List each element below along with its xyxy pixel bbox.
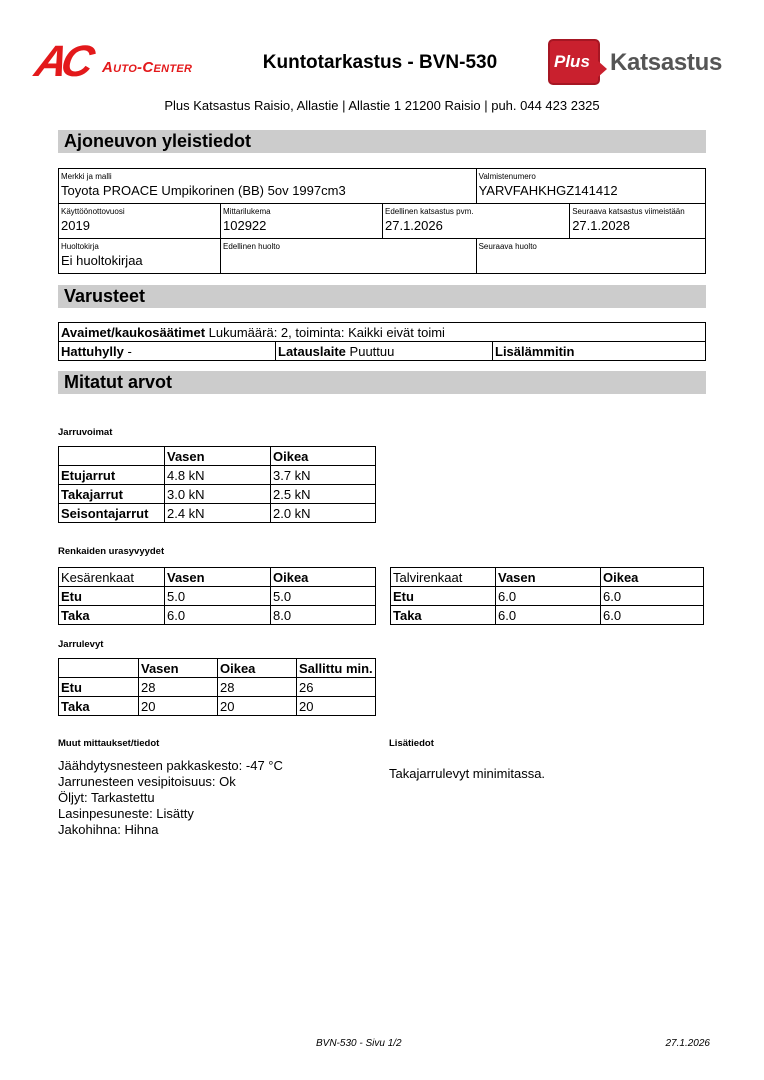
table-header-row: [391, 568, 704, 587]
field-label: Valmistenumero: [478, 172, 536, 181]
table-cell: 20: [218, 697, 297, 716]
heater-cell: [493, 342, 706, 361]
last-inspection-value: 27.1.2026: [385, 218, 443, 233]
table-cell: 26: [297, 678, 376, 697]
equipment-row: [59, 323, 706, 342]
brake-discs-table: [58, 658, 376, 716]
table-cell: 20: [139, 697, 218, 716]
field-label: Seuraava huolto: [478, 242, 537, 251]
winter-tyres-table: [390, 567, 704, 625]
list-item: Jäähdytysnesteen pakkaskesto: -47 °C: [58, 758, 283, 773]
next-inspection-cell: [570, 204, 706, 239]
charger-label: Latauslaite: [278, 343, 346, 359]
field-label: Mittarilukema: [223, 207, 271, 216]
additional-info-title: Lisätiedot: [389, 738, 434, 749]
table-header-cell: [59, 447, 165, 466]
make-model-value: Toyota PROACE Umpikorinen (BB) 5ov 1997cm3: [61, 183, 346, 198]
row-label: Seisontajarrut: [59, 504, 165, 523]
row-label: Etu: [59, 678, 139, 697]
table-header-row: [59, 447, 376, 466]
vehicle-info-row: [59, 169, 706, 204]
section-title: Mitatut arvot: [64, 372, 172, 392]
additional-info-text: Takajarrulevyt minimitassa.: [389, 766, 546, 781]
section-title: Varusteet: [64, 286, 146, 306]
table-cell: 6.0: [165, 606, 271, 625]
table-cell: 4.8 kN: [165, 466, 271, 485]
station-address: Plus Katsastus Raisio, Allastie | Allastie 1 21200 Raisio | puh. 044 423 2325: [164, 98, 600, 113]
service-book-value: Ei huoltokirjaa: [61, 253, 143, 268]
auto-center-logo: [30, 37, 226, 86]
table-cell: 6.0: [601, 587, 704, 606]
table-cell: 28: [139, 678, 218, 697]
table-cell: 2.5 kN: [271, 485, 376, 504]
charger-cell: [276, 342, 493, 361]
last-inspection-cell: [383, 204, 570, 239]
vehicle-info-row: [59, 204, 706, 239]
table-header-row: [59, 568, 376, 587]
field-label: Seuraava katsastus viimeistään: [572, 207, 685, 216]
vin-cell: [476, 169, 705, 204]
field-label: Merkki ja malli: [61, 172, 112, 181]
table-header-cell: Oikea: [218, 659, 297, 678]
katsastus-logo-text: Katsastus: [610, 49, 723, 76]
odometer-cell: [221, 204, 383, 239]
table-cell: 28: [218, 678, 297, 697]
table-header-cell: [59, 659, 139, 678]
field-label: Edellinen huolto: [223, 242, 280, 251]
table-header-cell: Vasen: [165, 568, 271, 587]
table-row: [59, 485, 376, 504]
table-row: [59, 587, 376, 606]
make-model-cell: [59, 169, 477, 204]
plus-badge-text: Plus: [554, 52, 590, 71]
vehicle-info-row: [59, 239, 706, 274]
table-header-cell: Kesärenkaat: [59, 568, 165, 587]
next-service-cell: [476, 239, 705, 274]
vin-value: YARVFAHKHGZ141412: [478, 183, 618, 198]
table-cell: 6.0: [601, 606, 704, 625]
section-header-measured: [58, 371, 706, 394]
table-row: [391, 606, 704, 625]
table-cell: 6.0: [496, 587, 601, 606]
other-measurements-title: Muut mittaukset/tiedot: [58, 738, 160, 749]
table-row: [59, 678, 376, 697]
table-cell: 6.0: [496, 606, 601, 625]
heater-label: Lisälämmitin: [495, 343, 575, 359]
first-use-cell: [59, 204, 221, 239]
table-header-cell: Oikea: [271, 568, 376, 587]
row-label: Taka: [59, 606, 165, 625]
row-label: Taka: [391, 606, 496, 625]
table-cell: 2.0 kN: [271, 504, 376, 523]
table-cell: 5.0: [165, 587, 271, 606]
keys-label: Avaimet/kaukosäätimet: [61, 324, 206, 340]
row-label: Taka: [59, 697, 139, 716]
next-inspection-value: 27.1.2028: [572, 218, 631, 233]
table-header-cell: Oikea: [271, 447, 376, 466]
parcel-shelf-cell: [59, 342, 276, 361]
table-cell: 3.7 kN: [271, 466, 376, 485]
table-cell: 5.0: [271, 587, 376, 606]
equipment-row: [59, 342, 706, 361]
footer-date: 27.1.2026: [665, 1038, 710, 1049]
section-header-vehicle: [58, 130, 706, 153]
row-label: Etujarrut: [59, 466, 165, 485]
summer-tyres-table: [58, 567, 376, 625]
document-title: Kuntotarkastus - BVN-530: [262, 52, 498, 73]
table-cell: 3.0 kN: [165, 485, 271, 504]
equipment-table: [58, 322, 706, 361]
brake-discs-title: Jarrulevyt: [58, 639, 104, 650]
list-item: Jarrunesteen vesipitoisuus: Ok: [58, 774, 236, 789]
table-header-cell: Talvirenkaat: [391, 568, 496, 587]
table-header-cell: Oikea: [601, 568, 704, 587]
table-header-cell: Vasen: [496, 568, 601, 587]
parcel-shelf-label: Hattuhylly: [61, 343, 124, 359]
table-header-cell: Vasen: [139, 659, 218, 678]
last-service-cell: [221, 239, 477, 274]
first-use-value: 2019: [61, 218, 90, 233]
list-item: Öljyt: Tarkastettu: [58, 790, 155, 805]
table-cell: 8.0: [271, 606, 376, 625]
row-label: Etu: [391, 587, 496, 606]
table-header-cell: Sallittu min.: [297, 659, 376, 678]
table-cell: 20: [297, 697, 376, 716]
table-row: [59, 697, 376, 716]
charger-value: Puuttuu: [349, 343, 395, 359]
table-row: [59, 606, 376, 625]
list-item: Jakohihna: Hihna: [58, 822, 159, 837]
footer-page-info: BVN-530 - Sivu 1/2: [316, 1038, 402, 1049]
other-measurements-list: [58, 758, 283, 838]
service-book-cell: [59, 239, 221, 274]
auto-center-logo-text: Auto-Center: [102, 59, 193, 76]
parcel-shelf-value: -: [127, 343, 132, 359]
table-header-cell: Vasen: [165, 447, 271, 466]
row-label: Etu: [59, 587, 165, 606]
field-label: Huoltokirja: [61, 242, 99, 251]
field-label: Käyttöönottovuosi: [61, 207, 125, 216]
list-item: Lasinpesuneste: Lisätty: [58, 806, 194, 821]
section-title: Ajoneuvon yleistiedot: [64, 131, 252, 151]
vehicle-info-table: [58, 168, 706, 274]
plus-badge: [548, 39, 600, 85]
table-cell: 2.4 kN: [165, 504, 271, 523]
table-header-row: [59, 659, 376, 678]
keys-cell: [59, 323, 706, 342]
field-label: Edellinen katsastus pvm.: [385, 207, 474, 216]
table-row: [59, 466, 376, 485]
brake-forces-title: Jarruvoimat: [58, 427, 113, 438]
plus-katsastus-logo: [548, 39, 730, 89]
table-row: [391, 587, 704, 606]
row-label: Takajarrut: [59, 485, 165, 504]
section-header-equipment: [58, 285, 706, 308]
table-row: [59, 504, 376, 523]
speech-bubble-tail-icon: [598, 61, 607, 77]
keys-value: Lukumäärä: 2, toiminta: Kaikki eivät toimi: [208, 324, 445, 340]
tread-depths-title: Renkaiden urasyvyydet: [58, 546, 165, 557]
brake-forces-table: [58, 446, 376, 523]
auto-center-logo-mark: AC: [30, 37, 93, 86]
odometer-value: 102922: [223, 218, 267, 233]
